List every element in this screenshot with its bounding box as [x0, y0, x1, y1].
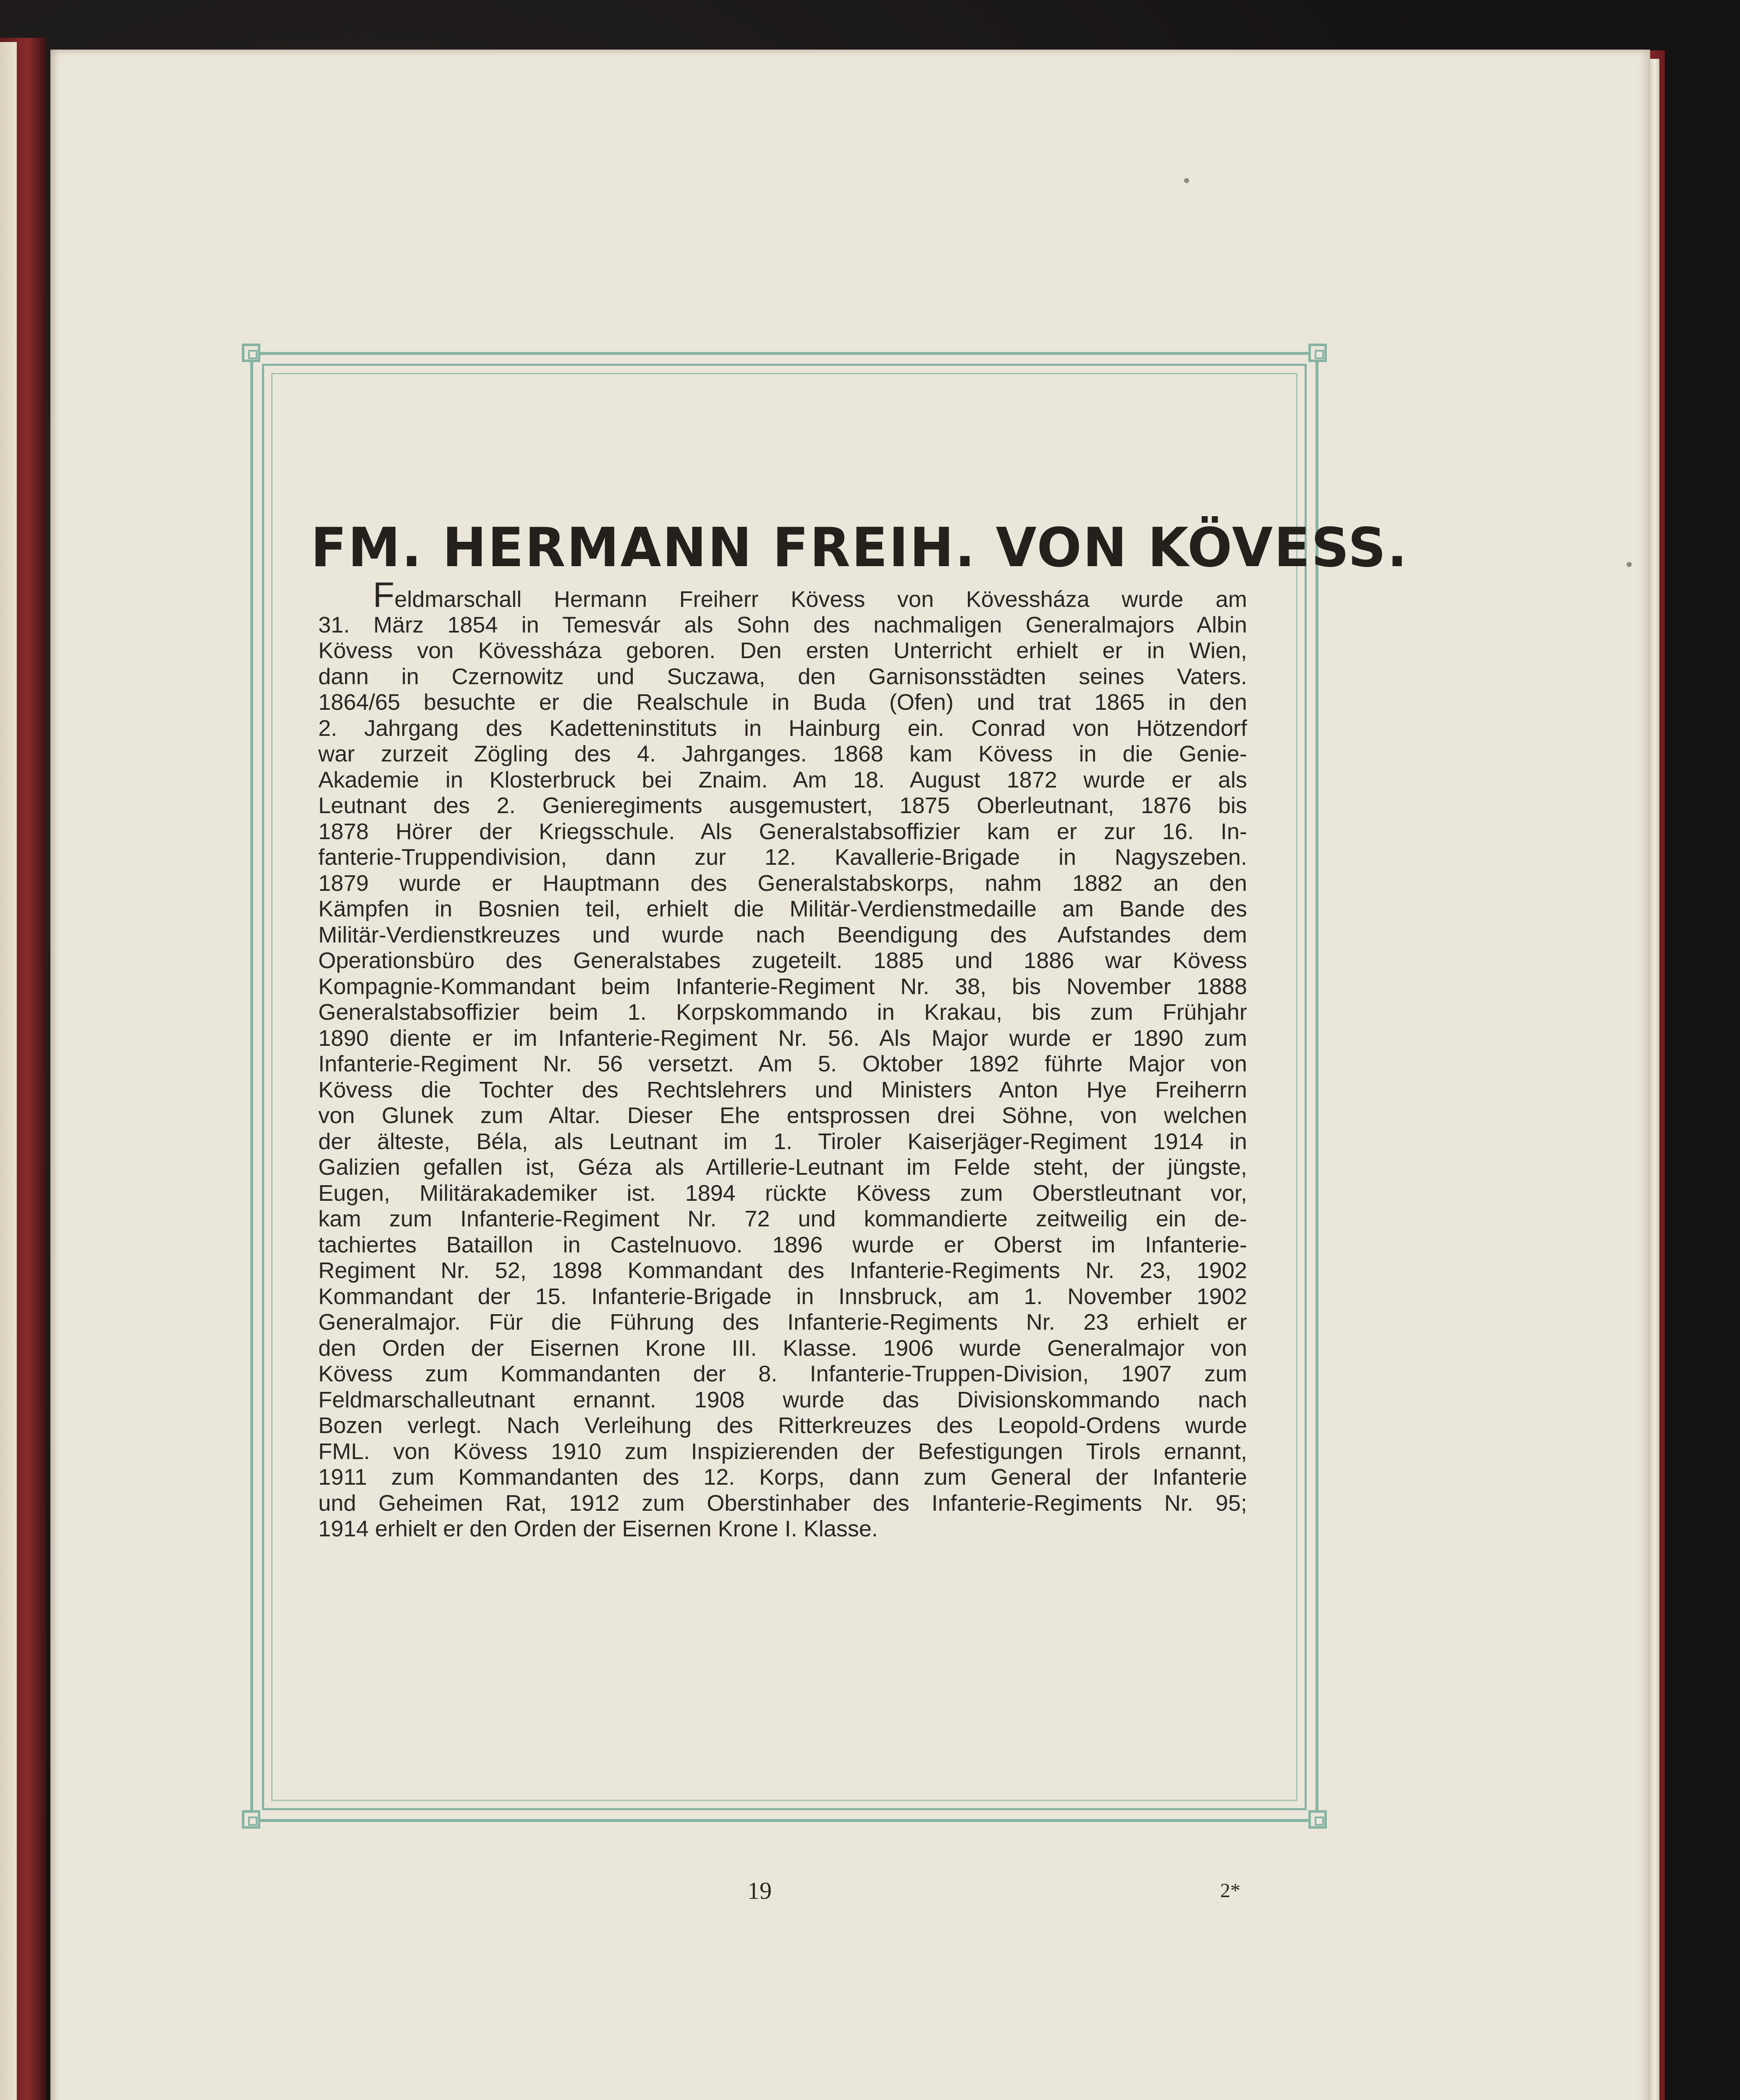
paragraph-line: Infanterie-Regiment Nr. 56 versetzt. Am 5. Oktober 1892 führte Major von: [318, 1051, 1247, 1076]
biography-paragraph: [318, 575, 1247, 1542]
paragraph-line: Kommandant der 15. Infanterie-Brigade in Innsbruck, am 1. November 1902: [318, 1284, 1247, 1309]
paragraph-line: den Orden der Eisernen Krone III. Klasse. 1906 wurde Generalmajor von: [318, 1335, 1247, 1361]
paragraph-line: war zurzeit Zögling des 4. Jahrganges. 1868 kam Kövess in die Genie-: [318, 741, 1247, 766]
paragraph-line-text: eldmarschall Hermann Freiherr Kövess von Kövessháza wurde am: [394, 587, 1247, 612]
paragraph-line: Bozen verlegt. Nach Verleihung des Ritterkreuzes des Leopold-Ordens wurde: [318, 1413, 1247, 1438]
frame-corner-ornament-bottom-right: [1308, 1810, 1327, 1829]
frame-corner-ornament-top-left: [242, 344, 260, 362]
paragraph-line: Militär-Verdienstkreuzes und wurde nach Beendigung des Aufstandes dem: [318, 922, 1247, 948]
paragraph-line: Kämpfen in Bosnien teil, erhielt die Militär-Verdienstmedaille am Bande des: [318, 896, 1247, 921]
page-number: 19: [747, 1877, 772, 1904]
paragraph-line: Kompagnie-Kommandant beim Infanterie-Regiment Nr. 38, bis November 1888: [318, 974, 1247, 999]
paragraph-line: Eugen, Militärakademiker ist. 1894 rückte Kövess zum Oberstleutnant vor,: [318, 1180, 1247, 1206]
signature-mark: 2*: [1220, 1880, 1240, 1902]
paragraph-line: Regiment Nr. 52, 1898 Kommandant des Infanterie-Regiments Nr. 23, 1902: [318, 1258, 1247, 1283]
page-stack-edge: [1650, 59, 1659, 2100]
left-page-edge: [0, 42, 17, 2100]
paragraph-line: 2. Jahrgang des Kadetteninstituts in Hainburg ein. Conrad von Hötzendorf: [318, 715, 1247, 741]
paragraph-line: und Geheimen Rat, 1912 zum Oberstinhaber des Infanterie-Regiments Nr. 95;: [318, 1490, 1247, 1516]
paragraph-line: von Glunek zum Altar. Dieser Ehe entsprossen drei Söhne, von welchen: [318, 1103, 1247, 1128]
paragraph-line: Kövess die Tochter des Rechtslehrers und Ministers Anton Hye Freiherrn: [318, 1077, 1247, 1102]
paragraph-line: dann in Czernowitz und Suczawa, den Garnisonsstädten seines Vaters.: [318, 664, 1247, 689]
paragraph-line: Kövess von Kövessháza geboren. Den ersten Unterricht erhielt er in Wien,: [318, 638, 1247, 663]
paragraph-line: 1914 erhielt er den Orden der Eisernen Krone I. Klasse.: [318, 1516, 878, 1541]
paragraph-line: Operationsbüro des Generalstabes zugeteilt. 1885 und 1886 war Kövess: [318, 948, 1247, 973]
paragraph-line: tachiertes Bataillon in Castelnuovo. 1896 wurde er Oberst im Infanterie-: [318, 1232, 1247, 1257]
paper-speck: [1627, 562, 1632, 567]
paragraph-line: Galizien gefallen ist, Géza als Artillerie-Leutnant im Felde steht, der jüngste,: [318, 1155, 1247, 1180]
paragraph-line: FML. von Kövess 1910 zum Inspizierenden der Befestigungen Tirols ernannt,: [318, 1438, 1247, 1464]
paragraph-line: 1864/65 besuchte er die Realschule in Buda (Ofen) und trat 1865 in den: [318, 690, 1247, 715]
paragraph-line: 1878 Hörer der Kriegsschule. Als Generalstabsoffizier kam er zur 16. In-: [318, 819, 1247, 844]
frame-corner-ornament-bottom-left: [242, 1810, 260, 1829]
paragraph-line: [318, 575, 1247, 614]
paragraph-line: Generalmajor. Für die Führung des Infanterie-Regiments Nr. 23 erhielt er: [318, 1310, 1247, 1335]
paper-speck: [1184, 178, 1189, 183]
paragraph-line: fanterie-Truppendivision, dann zur 12. Kavallerie-Brigade in Nagyszeben.: [318, 845, 1247, 870]
paragraph-line: 31. März 1854 in Temesvár als Sohn des nachmaligen Generalmajors Albin: [318, 612, 1247, 638]
paragraph-line: 1890 diente er im Infanterie-Regiment Nr. 56. Als Major wurde er 1890 zum: [318, 1025, 1247, 1051]
paragraph-line: Kövess zum Kommandanten der 8. Infanterie-Truppen-Division, 1907 zum: [318, 1361, 1247, 1386]
paragraph-line: Leutnant des 2. Genieregiments ausgemustert, 1875 Oberleutnant, 1876 bis: [318, 793, 1247, 818]
frame-corner-ornament-top-right: [1308, 344, 1327, 362]
paragraph-line: Akademie in Klosterbruck bei Znaim. Am 18. August 1872 wurde er als: [318, 767, 1247, 793]
paragraph-line: Feldmarschalleutnant ernannt. 1908 wurde das Divisionskommando nach: [318, 1387, 1247, 1412]
paragraph-line: der älteste, Béla, als Leutnant im 1. Tiroler Kaiserjäger-Regiment 1914 in: [318, 1129, 1247, 1154]
paragraph-line: kam zum Infanterie-Regiment Nr. 72 und kommandierte zeitweilig ein de-: [318, 1206, 1247, 1231]
page-title: FM. HERMANN FREIH. VON KÖVESS.: [311, 517, 1409, 579]
initial-letter: F: [373, 575, 395, 614]
paragraph-line: 1879 wurde er Hauptmann des Generalstabskorps, nahm 1882 an den: [318, 870, 1247, 896]
paragraph-line: 1911 zum Kommandanten des 12. Korps, dann zum General der Infanterie: [318, 1465, 1247, 1490]
paragraph-line: Generalstabsoffizier beim 1. Korpskommando in Krakau, bis zum Frühjahr: [318, 1000, 1247, 1025]
